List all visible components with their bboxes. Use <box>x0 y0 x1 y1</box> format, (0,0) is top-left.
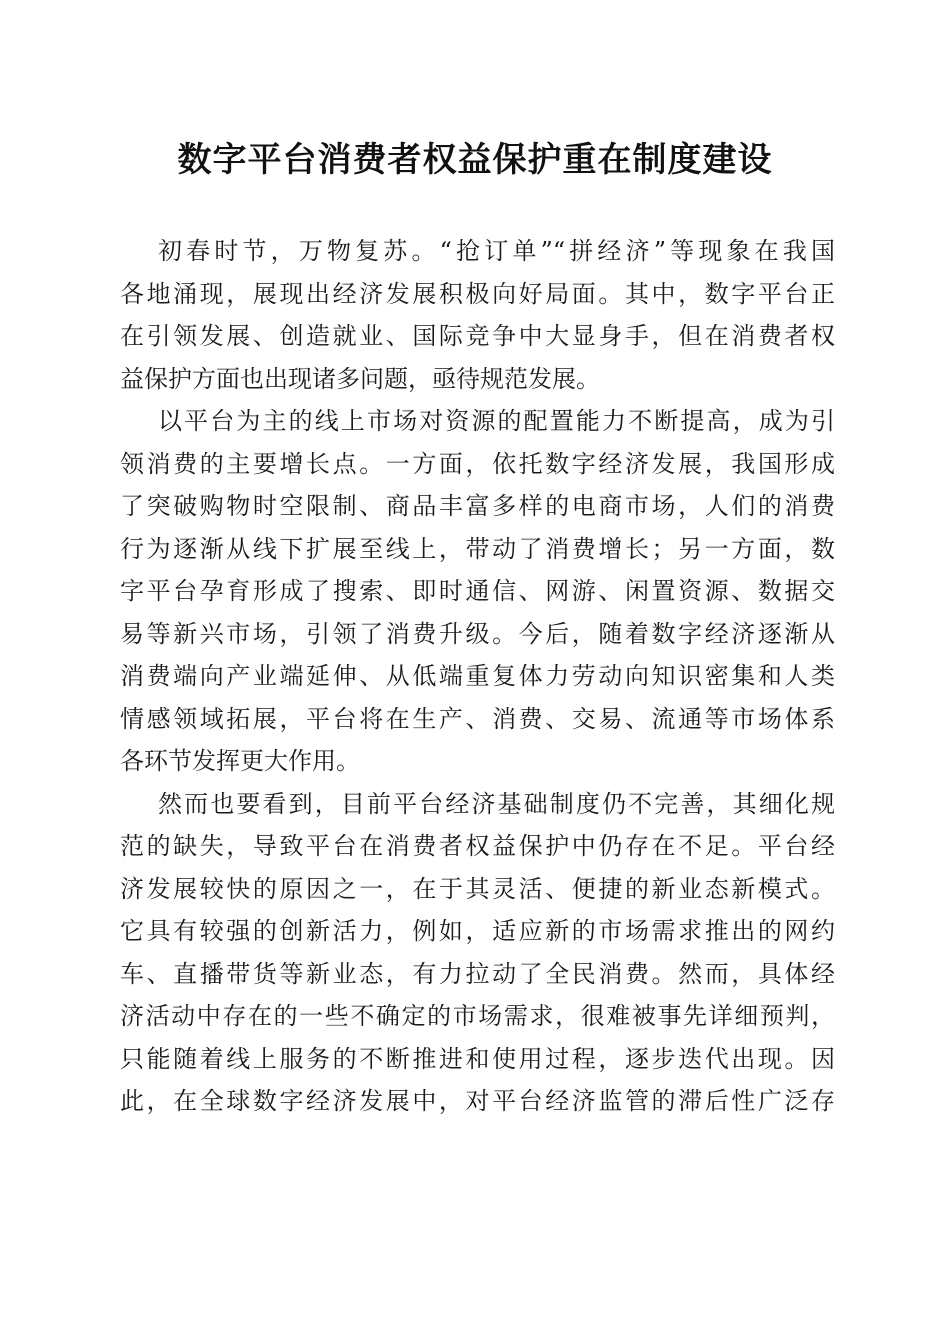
paragraph-line: 它具有较强的创新活力，例如，适应新的市场需求推出的网约 <box>120 917 835 945</box>
paragraph-line: 以平台为主的线上市场对资源的配置能力不断提高，成为引 <box>158 407 835 435</box>
paragraph-line: 济发展较快的原因之一，在于其灵活、便捷的新业态新模式。 <box>120 874 835 903</box>
paragraph-line: 了突破购物时空限制、商品丰富多样的电商市场，人们的消费 <box>120 492 835 520</box>
paragraph-line: 车、直播带货等新业态，有力拉动了全民消费。然而，具体经 <box>120 959 835 988</box>
paragraph-line: 益保护方面也出现诸多问题，亟待规范发展。 <box>120 364 600 393</box>
paragraph-line: 字平台孕育形成了搜索、即时通信、网游、闲置资源、数据交 <box>120 577 835 605</box>
paragraph <box>120 230 835 400</box>
paragraph <box>120 783 835 1123</box>
paragraph-line: 只能随着线上服务的不断推进和使用过程，逐步迭代出现。因 <box>120 1044 835 1073</box>
paragraph-line: 领消费的主要增长点。一方面，依托数字经济发展，我国形成 <box>120 449 835 478</box>
paragraph-line: 范的缺失，导致平台在消费者权益保护中仍存在不足。平台经 <box>120 832 835 860</box>
paragraph-line: 各地涌现，展现出经济发展积极向好局面。其中，数字平台正 <box>120 279 835 308</box>
paragraph-line: 各环节发挥更大作用。 <box>120 747 360 775</box>
paragraph-line: 此，在全球数字经济发展中，对平台经济监管的滞后性广泛存 <box>120 1087 835 1115</box>
paragraph-line: 初春时节，万物复苏。“抢订单”“拼经济”等现象在我国 <box>158 237 835 265</box>
paragraph-line: 济活动中存在的一些不确定的市场需求，很难被事先详细预判， <box>120 1002 835 1030</box>
paragraph <box>120 400 835 783</box>
paragraph-line: 在引领发展、创造就业、国际竞争中大显身手，但在消费者权 <box>120 322 835 350</box>
paragraph-line: 消费端向产业端延伸、从低端重复体力劳动向知识密集和人类 <box>120 662 835 690</box>
document-body <box>120 230 835 1123</box>
paragraph-line: 然而也要看到，目前平台经济基础制度仍不完善，其细化规 <box>158 789 835 818</box>
paragraph-line: 行为逐渐从线下扩展至线上，带动了消费增长；另一方面，数 <box>120 534 835 563</box>
paragraph-line: 易等新兴市场，引领了消费升级。今后，随着数字经济逐渐从 <box>120 619 835 648</box>
paragraph-line: 情感领域拓展，平台将在生产、消费、交易、流通等市场体系 <box>120 704 835 733</box>
document-title: 数字平台消费者权益保护重在制度建设 <box>177 140 773 180</box>
